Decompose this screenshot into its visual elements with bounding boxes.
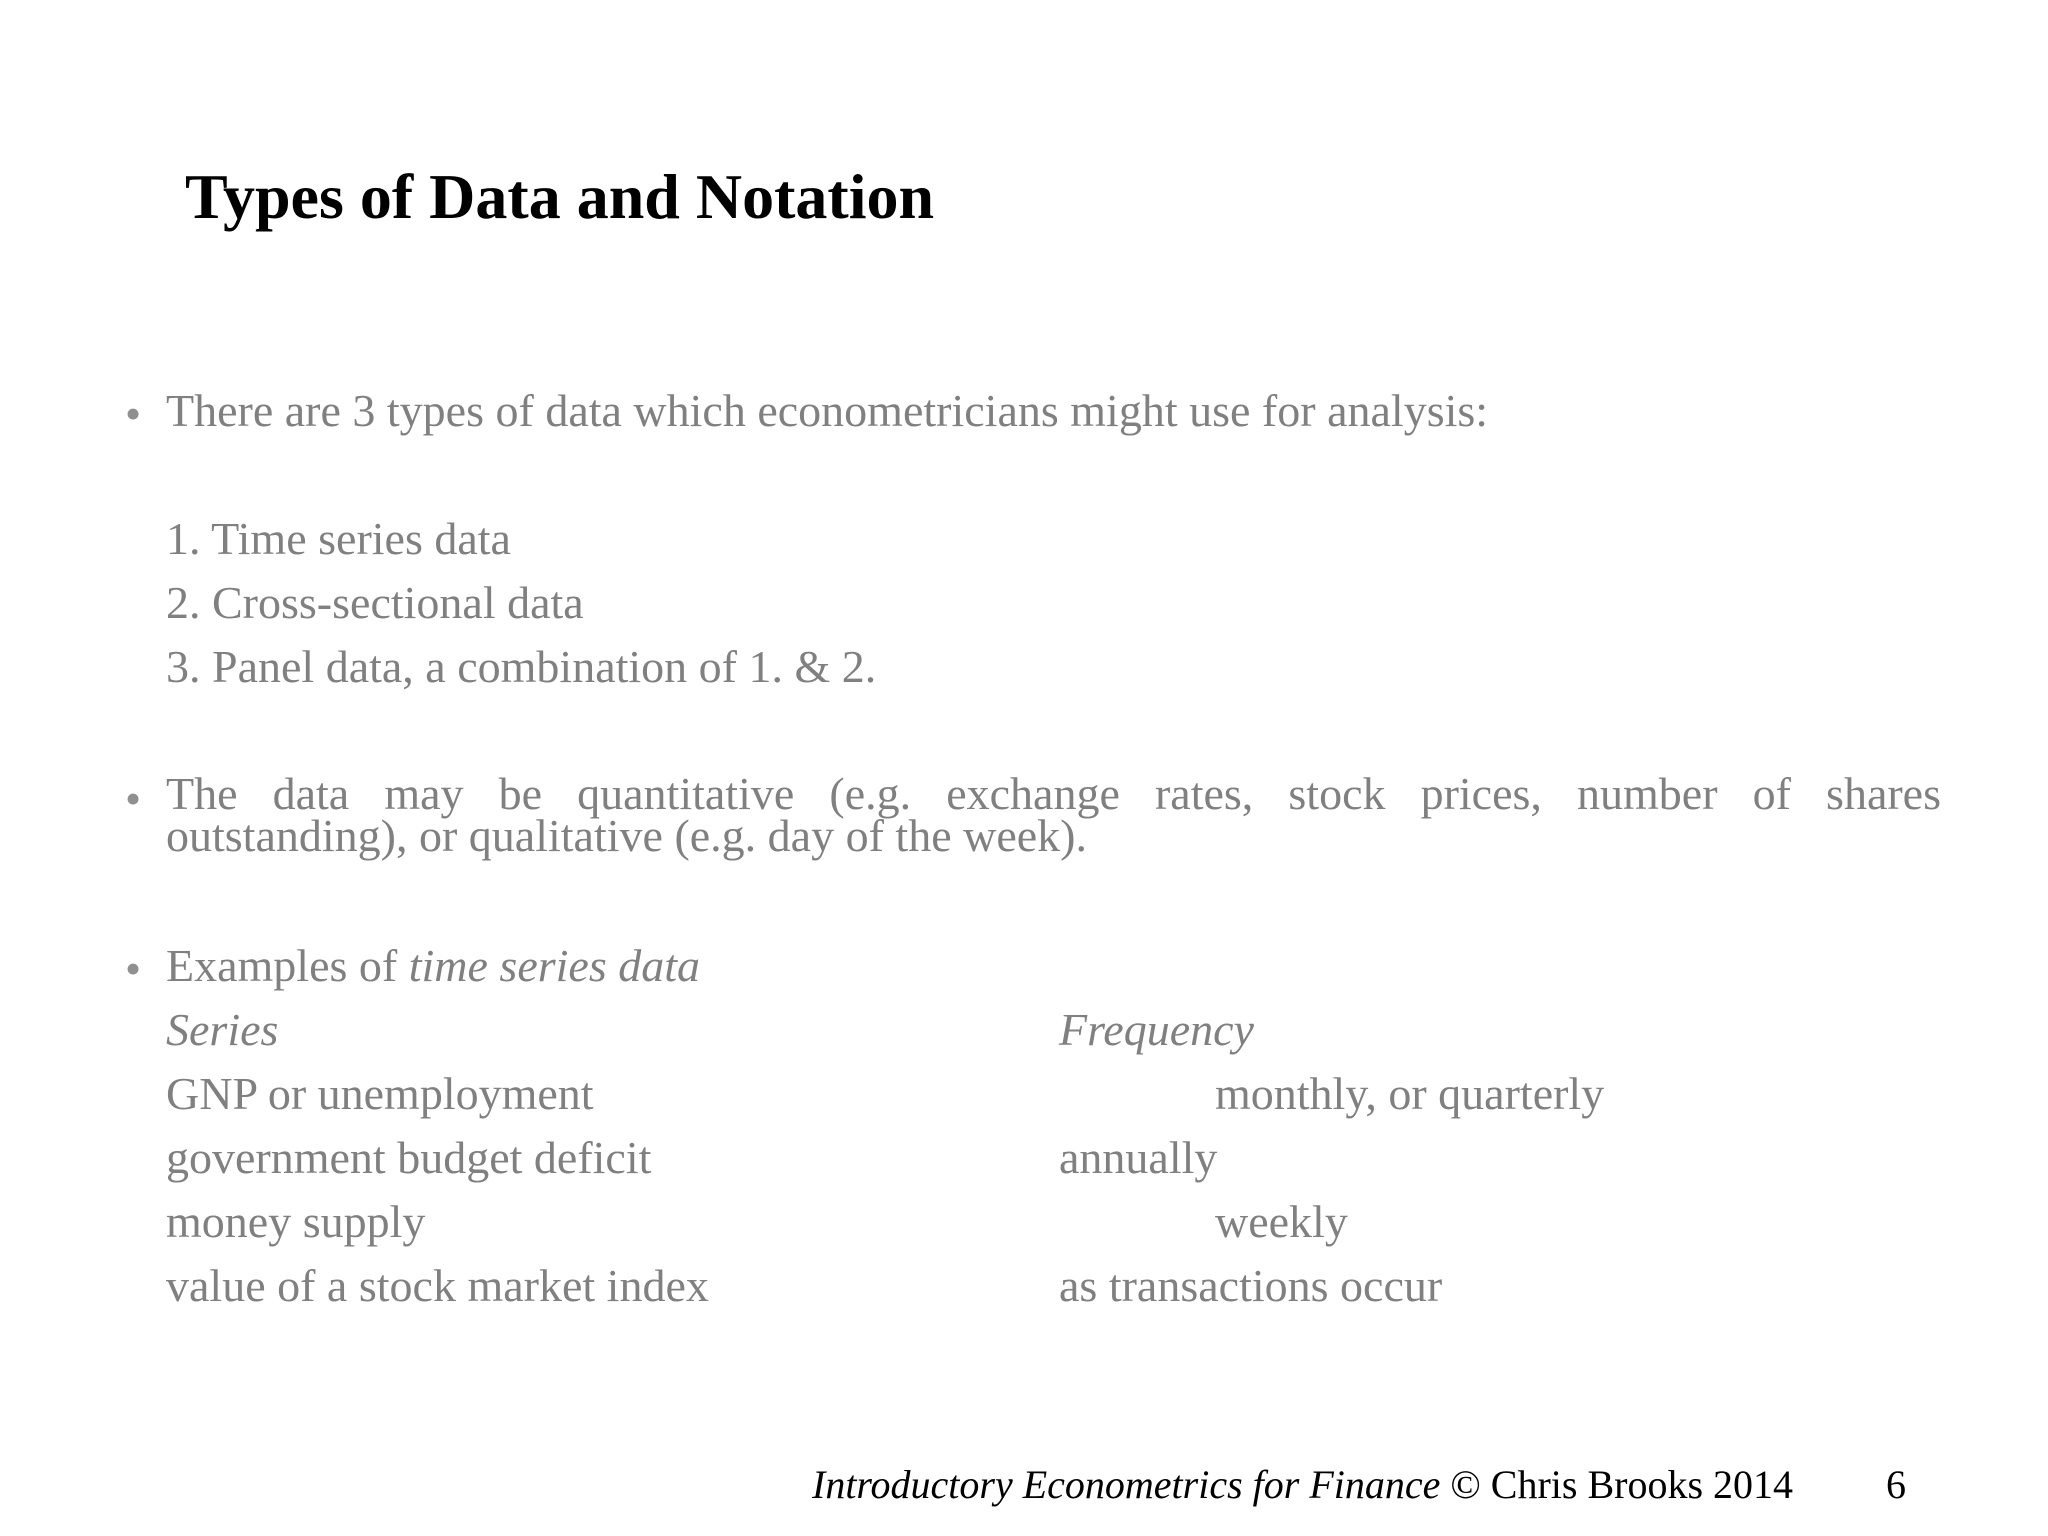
quant-line-1: The data may be quantitative (e.g. exchange rates, stock prices, number of shares (166, 768, 1941, 819)
series-cell: value of a stock market index (166, 1260, 709, 1311)
bullet-icon: • (125, 943, 142, 994)
bullet-icon: • (125, 773, 142, 824)
type-item-3: 3. Panel data, a combination of 1. & 2. (166, 641, 877, 692)
quant-line-2: outstanding), or qualitative (e.g. day of the week). (166, 810, 1087, 861)
footer-book-title: Introductory Econometrics for Finance (812, 1462, 1441, 1507)
frequency-cell: as transactions occur (1059, 1260, 1443, 1311)
slide-title: Types of Data and Notation (185, 161, 935, 232)
series-cell: government budget deficit (166, 1132, 652, 1183)
bullet-icon: • (125, 388, 142, 439)
frequency-cell: monthly, or quarterly (1215, 1068, 1605, 1119)
page-number: 6 (1886, 1462, 1906, 1507)
series-cell: GNP or unemployment (166, 1068, 594, 1119)
series-cell: money supply (166, 1196, 426, 1247)
header-series: Series (166, 1004, 279, 1055)
quant-paragraph (166, 768, 1941, 861)
type-item-1: 1. Time series data (166, 513, 511, 564)
intro-text: There are 3 types of data which econometricians might use for analysis: (166, 385, 1489, 436)
footer-copyright: © Chris Brooks 2014 (1440, 1462, 1794, 1507)
frequency-cell: annually (1059, 1132, 1218, 1183)
examples-italic: time series data (408, 940, 701, 991)
header-frequency: Frequency (1059, 1004, 1254, 1055)
footer-credit (812, 1462, 1794, 1507)
type-item-2: 2. Cross-sectional data (166, 577, 584, 628)
frequency-cell: weekly (1215, 1196, 1348, 1247)
examples-heading (166, 940, 701, 991)
examples-prefix: Examples of (166, 940, 409, 991)
